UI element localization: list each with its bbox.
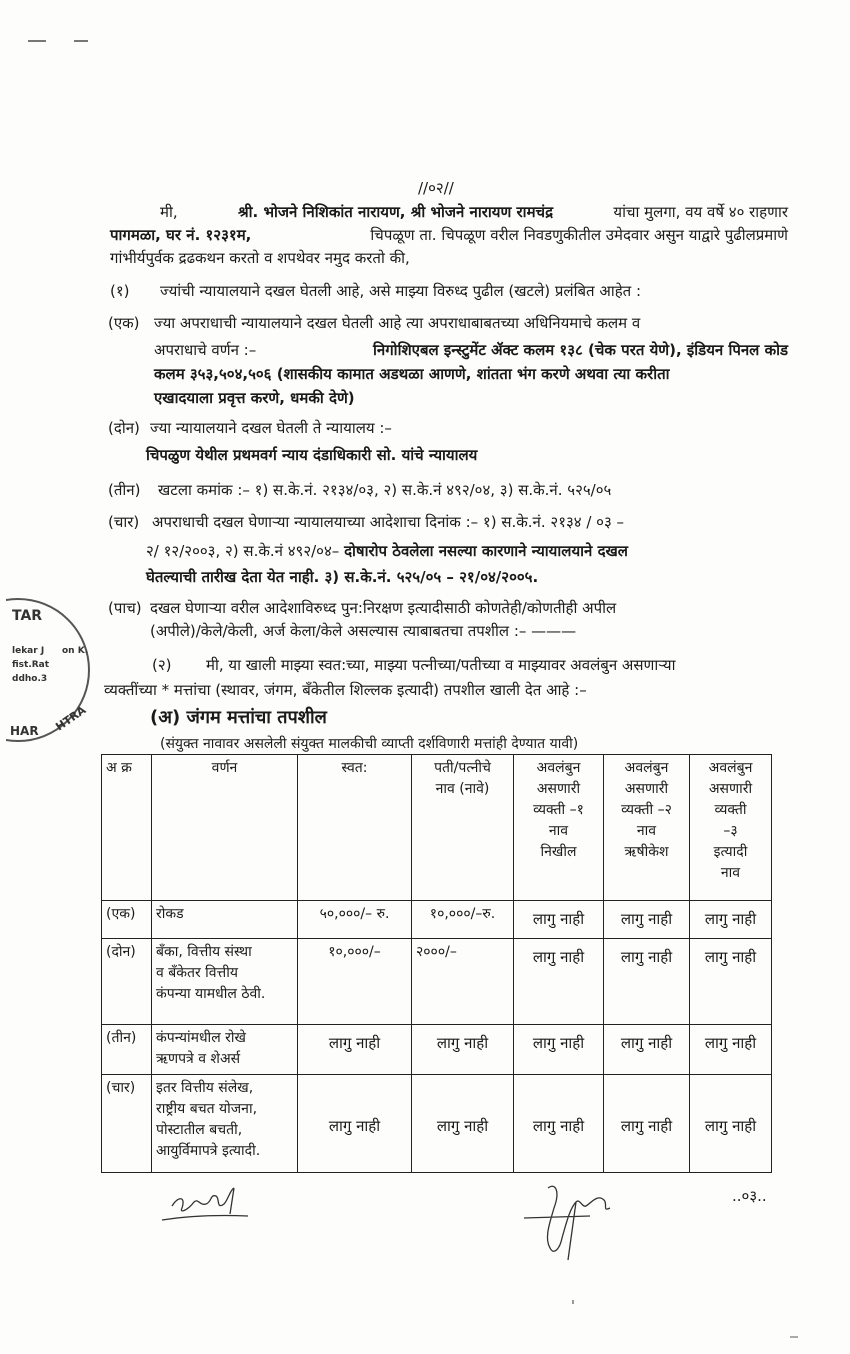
movable-assets-table [101,754,772,1173]
row-dependent-3: लागु नाही [690,901,772,939]
pach-line-2: (अपीले)/केले/केली, अर्ज केला/केले असल्यास त्याबाबतचा तपशील :– ——— [150,622,577,640]
ek-line-2b: निगोशिएबल इन्स्टुमेंट ॲक्ट कलम १३८ (चेक परत येणे), इंडियन पिनल कोड [373,341,788,359]
row-number: (तीन) [102,1025,152,1075]
stamp-text: TAR [12,608,43,624]
stamp-text: ddho.3 [12,674,48,684]
row-self-value: ५०,०००/– रु. [298,901,412,939]
table-row [102,1075,772,1173]
row-number: (दोन) [102,939,152,1025]
scan-mark [790,1336,798,1338]
intro-line-1 [160,202,788,222]
char-line-2a: २/ १२/२००३, २) स.के.नं ४९२/०४– [146,542,340,560]
header-dependent-3: अवलंबुन असणारी व्यक्ती –३ इत्यादी नाव [690,755,772,901]
signature-right [520,1178,630,1268]
row-self-value: लागु नाही [298,1075,412,1173]
pach-label: (पाच) [108,599,142,617]
char-line-3: घेतल्याची तारीख देता येत नाही. ३) स.के.नं. ५२५/०५ – २१/०४/२००५. [146,568,539,586]
stamp-text: lekar J [12,646,45,656]
row-description: बॅंका, वित्तीय संस्था व बॅंकेतर वित्तीय कंपन्या यामधील ठेवी. [152,939,298,1025]
row-dependent-3: लागु नाही [690,1075,772,1173]
header-spouse: पती/पत्नीचे नाव (नावे) [412,755,514,901]
scan-mark [74,40,88,42]
don-line-1: ज्या न्यायालयाने दखल घेतली ते न्यायालय :– [150,419,392,437]
header-serial: अ क्र [102,755,152,901]
row-spouse-value: लागु नाही [412,1075,514,1173]
table-row [102,939,772,1025]
table-header-row [102,755,772,901]
ek-line-4: एखादयाला प्रवृत्त करणे, धमकी देणे) [154,389,355,407]
row-dependent-1: लागु नाही [514,1075,604,1173]
ek-label: (एक) [108,314,140,332]
stamp-text: HTRA [53,703,89,734]
ek-line-3: कलम ३५३,५०४,५०६ (शासकीय कामात अडथळा आणणे, शांतता भंग करणे अथवा त्या करीता [154,365,670,383]
stamp-text: fist.Rat [12,660,50,670]
char-label: (चार) [108,513,140,531]
ek-line-2 [154,340,788,360]
intro-line-3: गांभीर्यपुर्वक द्रढकथन करतो व शपथेवर नमुद करतो की, [110,249,410,267]
intro-text-2b: चिपळूण ता. चिपळूण वरील निवडणुकीतील उमेदवार असुन याद्वारे पुढीलप्रमाणे [370,226,788,244]
header-dependent-1: अवलंबुन असणारी व्यक्ती –१ नाव निखील [514,755,604,901]
header-dependent-2: अवलंबुन असणारी व्यक्ती –२ नाव ऋषीकेश [604,755,690,901]
scan-mark [572,1300,574,1304]
row-dependent-2: लागु नाही [604,939,690,1025]
address: पागमळा, घर नं. १२३१म, [110,226,252,244]
row-dependent-2: लागु नाही [604,1025,690,1075]
section-note: (संयुक्त नावावर असलेली संयुक्त मालकीची व्याप्ती दर्शविणारी मत्तांही देण्यात यावी) [160,736,579,752]
signature-left [160,1180,260,1230]
char-line-2 [146,541,628,561]
row-dependent-1: लागु नाही [514,1025,604,1075]
row-dependent-1: लागु नाही [514,901,604,939]
item1-number: (१) [110,282,130,300]
court-name: चिपळुण येथील प्रथमवर्ग न्याय दंडाधिकारी सो. यांचे न्यायालय [146,446,478,464]
row-description: रोकड [152,901,298,939]
ek-line-2a: अपराधाचे वर्णन :– [154,341,257,359]
row-spouse-value: १०,०००/–रु. [412,901,514,939]
row-number: (एक) [102,901,152,939]
row-dependent-2: लागु नाही [604,901,690,939]
item2-line-1: मी, या खाली माझ्या स्वत:च्या, माझ्या पत्नीच्या/पतीच्या व माझ्यावर अवलंबुन असणाऱ्या [206,656,676,674]
header-description: वर्णन [152,755,298,901]
intro-text-a: मी, [160,203,178,221]
intro-text-c: यांचा मुलगा, वय वर्षे ४० राहणार [613,203,788,221]
row-spouse-value: २०००/– [412,939,514,1025]
row-description: कंपन्यांमधील रोखे ऋणपत्रे व शेअर्स [152,1025,298,1075]
stamp-text: HAR [10,724,39,738]
row-number: (चार) [102,1075,152,1173]
row-self-value: लागु नाही [298,1025,412,1075]
section-heading: (अ) जंगम मत्तांचा तपशील [150,707,327,728]
row-dependent-3: लागु नाही [690,939,772,1025]
next-page-marker: ..०३.. [732,1187,767,1205]
item1-text: ज्यांची न्यायालयाने दखल घेतली आहे, असे माझ्या विरुध्द पुढील (खटले) प्रलंबित आहेत : [160,282,642,300]
official-stamp [6,596,94,746]
don-label: (दोन) [108,419,140,437]
row-self-value: १०,०००/– [298,939,412,1025]
row-dependent-2: लागु नाही [604,1075,690,1173]
row-description: इतर वित्तीय संलेख, राष्ट्रीय बचत योजना, पोस्टातील बचती, आयुर्विमापत्रे इत्यादी. [152,1075,298,1173]
page-number-marker: //०२// [418,179,454,197]
case-numbers: खटला कमांक :– १) स.के.नं. २१३४/०३, २) स.के.नं ४९२/०४, ३) स.के.नं. ५२५/०५ [158,481,612,499]
row-spouse-value: लागु नाही [412,1025,514,1075]
header-self: स्वत: [298,755,412,901]
table-row [102,901,772,939]
stamp-text: on K. [62,646,89,656]
item2-number: (२) [152,656,172,674]
char-line-1: अपराधाची दखल घेणाऱ्या न्यायालयाच्या आदेशाचा दिनांक :– १) स.के.नं. २१३४ / ०३ – [152,513,625,531]
table-row [102,1025,772,1075]
declarant-name: श्री. भोजने निशिकांत नारायण, श्री भोजने नारायण रामचंद्र [238,203,554,221]
row-dependent-1: लागु नाही [514,939,604,1025]
teen-label: (तीन) [108,481,141,499]
pach-line-1: दखल घेणाऱ्या वरील आदेशाविरुध्द पुन:निरक्षण इत्यादीसाठी कोणतेही/कोणतीही अपील [150,599,617,617]
char-line-2b: दोषारोप ठेवलेला नसल्या कारणाने न्यायालयाने दखल [344,542,628,560]
row-dependent-3: लागु नाही [690,1025,772,1075]
scan-mark [28,40,46,42]
ek-line-1: ज्या अपराधाची न्यायालयाने दखल घेतली आहे त्या अपराधाबाबतच्या अधिनियमाचे कलम व [154,314,641,332]
item2-line-2: व्यक्तींच्या * मत्तांचा (स्थावर, जंगम, बॅंकेतील शिल्लक इत्यादी) तपशील खाली देत आहे :– [104,681,587,699]
intro-line-2 [110,225,788,245]
